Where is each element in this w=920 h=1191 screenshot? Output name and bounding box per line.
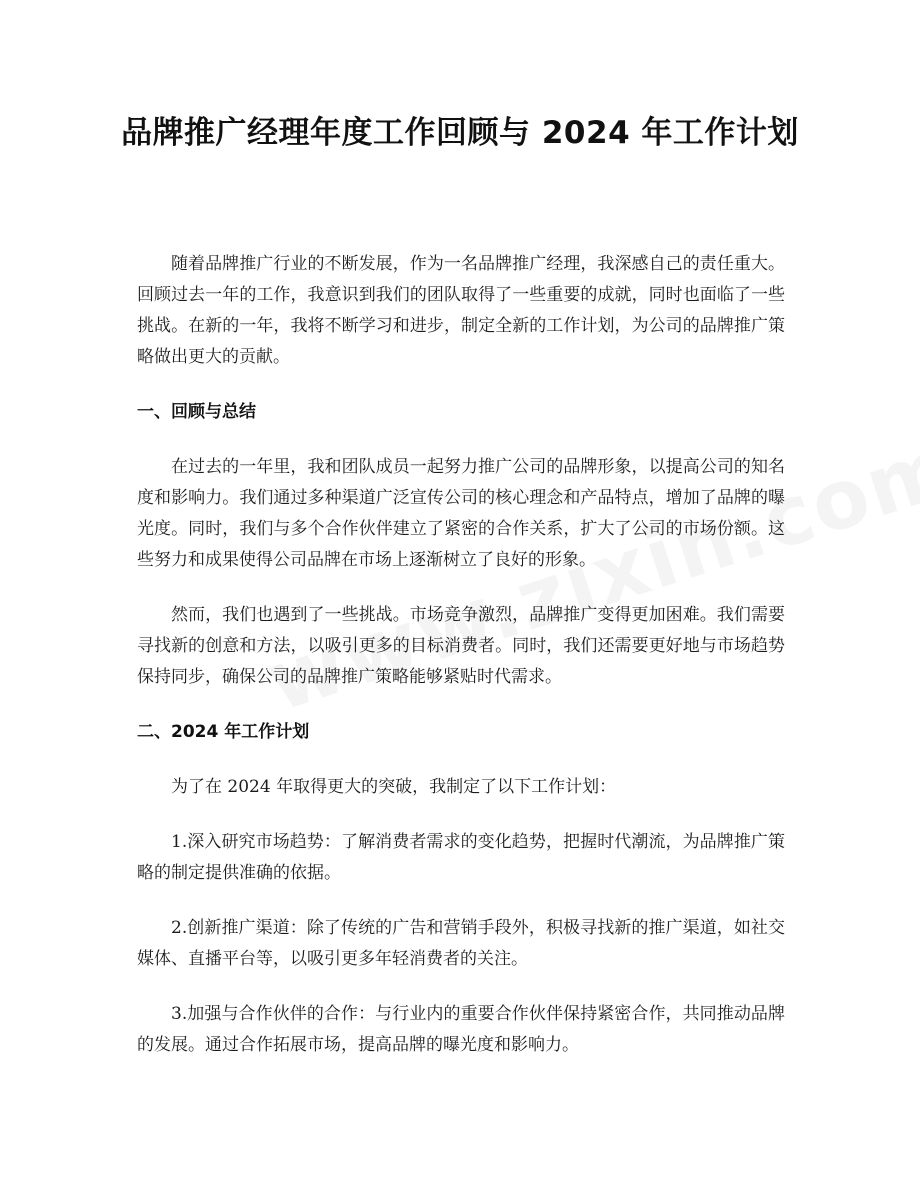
- section-heading-plan: 二、2024 年工作计划: [137, 722, 310, 742]
- review-paragraph-1: 在过去的一年里，我和团队成员一起努力推广公司的品牌形象，以提高公司的知名度和影响力。我们通过多种渠道广泛宣传公司的核心理念和产品特点，增加了品牌的曝光度。同时，我们与多个合作伙伴建立了紧密的合作关系，扩大了公司的市场份额。这些努力和成果使得公司品牌在市场上逐渐树立了良好的形象。: [137, 457, 785, 570]
- document-title: 品牌推广经理年度工作回顾与 2024 年工作计划: [121, 115, 799, 151]
- plan-item-2: 2.创新推广渠道：除了传统的广告和营销手段外，积极寻找新的推广渠道，如社交媒体、直播平台等，以吸引更多年轻消费者的关注。: [137, 918, 785, 969]
- plan-item-3: 3.加强与合作伙伴的合作：与行业内的重要合作伙伴保持紧密合作，共同推动品牌的发展。通过合作拓展市场，提高品牌的曝光度和影响力。: [137, 1004, 785, 1055]
- review-paragraph-2: 然而，我们也遇到了一些挑战。市场竞争激烈，品牌推广变得更加困难。我们需要寻找新的创意和方法，以吸引更多的目标消费者。同时，我们还需要更好地与市场趋势保持同步，确保公司的品牌推广策略能够紧贴时代需求。: [137, 605, 785, 687]
- plan-intro-paragraph: 为了在 2024 年取得更大的突破，我制定了以下工作计划：: [171, 777, 617, 797]
- document-body: [137, 249, 785, 1085]
- plan-item-1: 1.深入研究市场趋势：了解消费者需求的变化趋势，把握时代潮流，为品牌推广策略的制定提供准确的依据。: [137, 832, 785, 883]
- section-heading-review: 一、回顾与总结: [137, 402, 256, 422]
- intro-paragraph: 随着品牌推广行业的不断发展，作为一名品牌推广经理，我深感自己的责任重大。回顾过去一年的工作，我意识到我们的团队取得了一些重要的成就，同时也面临了一些挑战。在新的一年，我将不断学习和进步，制定全新的工作计划，为公司的品牌推广策略做出更大的贡献。: [137, 254, 785, 367]
